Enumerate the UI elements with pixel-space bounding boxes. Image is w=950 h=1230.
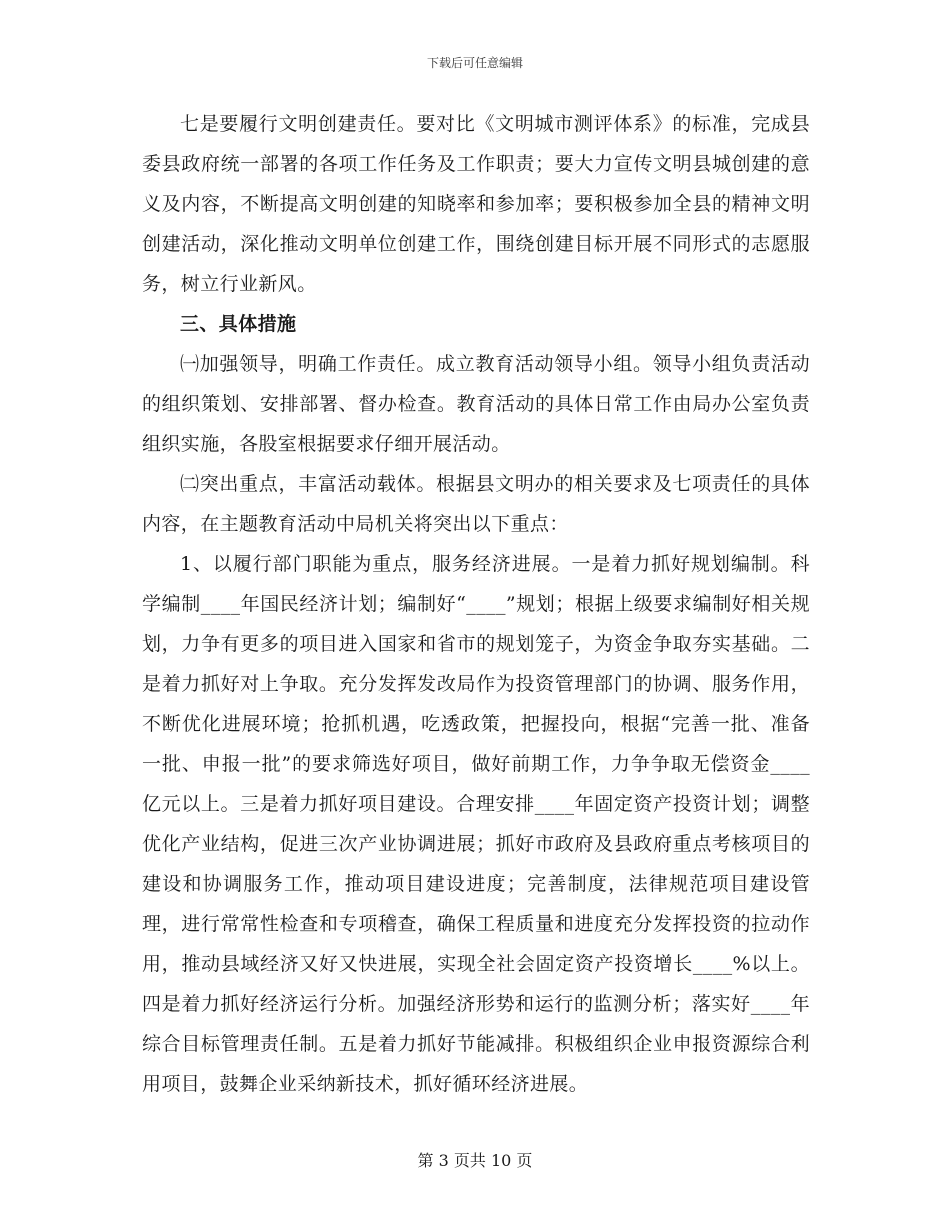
paragraph-leadership: ㈠加强领导，明确工作责任。成立教育活动领导小组。领导小组负责活动的组织策划、安排部署、督办检查。教育活动的具体日常工作由局办公室负责组织实施，各股室根据要求仔细开展活动。: [142, 353, 810, 455]
document-body: [142, 104, 810, 1104]
section-heading-measures: 三、具体措施: [180, 313, 297, 335]
page-header: 下载后可任意编辑: [426, 56, 523, 70]
paragraph-economic-service: 1、以履行部门职能为重点，服务经济进展。一是着力抓好规划编制。科学编制____年国民经济计划；编制好“____”规划；根据上级要求编制好相关规划，力争有更多的项目进入国家和省市的规划笼子，为资金争取夯实基础。二是着力抓好对上争取。充分发挥发改局作为投资管理部门的协调、服务作用，不断优化进展环境；抢抓机遇，吃透政策，把握投向，根据“完善一批、准备一批、申报一批”的要求筛选好项目，做好前期工作，力争争取无偿资金____亿元以上。三是着力抓好项目建设。合理安排____年固定资产投资计划；调整优化产业结构，促进三次产业协调进展；抓好市政府及县政府重点考核项目的建设和协调服务工作，推动项目建设进度；完善制度，法律规范项目建设管理，进行常常性检查和专项稽查，确保工程质量和进度充分发挥投资的拉动作用，推动县域经济又好又快进展，实现全社会固定资产投资增长____%以上。四是着力抓好经济运行分析。加强经济形势和运行的监测分析；落实好____年综合目标管理责任制。五是着力抓好节能减排。积极组织企业申报资源综合利用项目，鼓舞企业采纳新技术，抓好循环经济进展。: [142, 553, 810, 1095]
paragraph-civilization-duty: 七是要履行文明创建责任。要对比《文明城市测评体系》的标准，完成县委县政府统一部署的各项工作任务及工作职责；要大力宣传文明县城创建的意义及内容，不断提高文明创建的知晓率和参加率；要积极参加全县的精神文明创建活动，深化推动文明单位创建工作，围绕创建目标开展不同形式的志愿服务，树立行业新风。: [142, 113, 810, 295]
page-footer: 第 3 页共 10 页: [417, 1151, 533, 1170]
paragraph-highlights: ㈡突出重点，丰富活动载体。根据县文明办的相关要求及七项责任的具体内容，在主题教育活动中局机关将突出以下重点：: [142, 473, 810, 535]
